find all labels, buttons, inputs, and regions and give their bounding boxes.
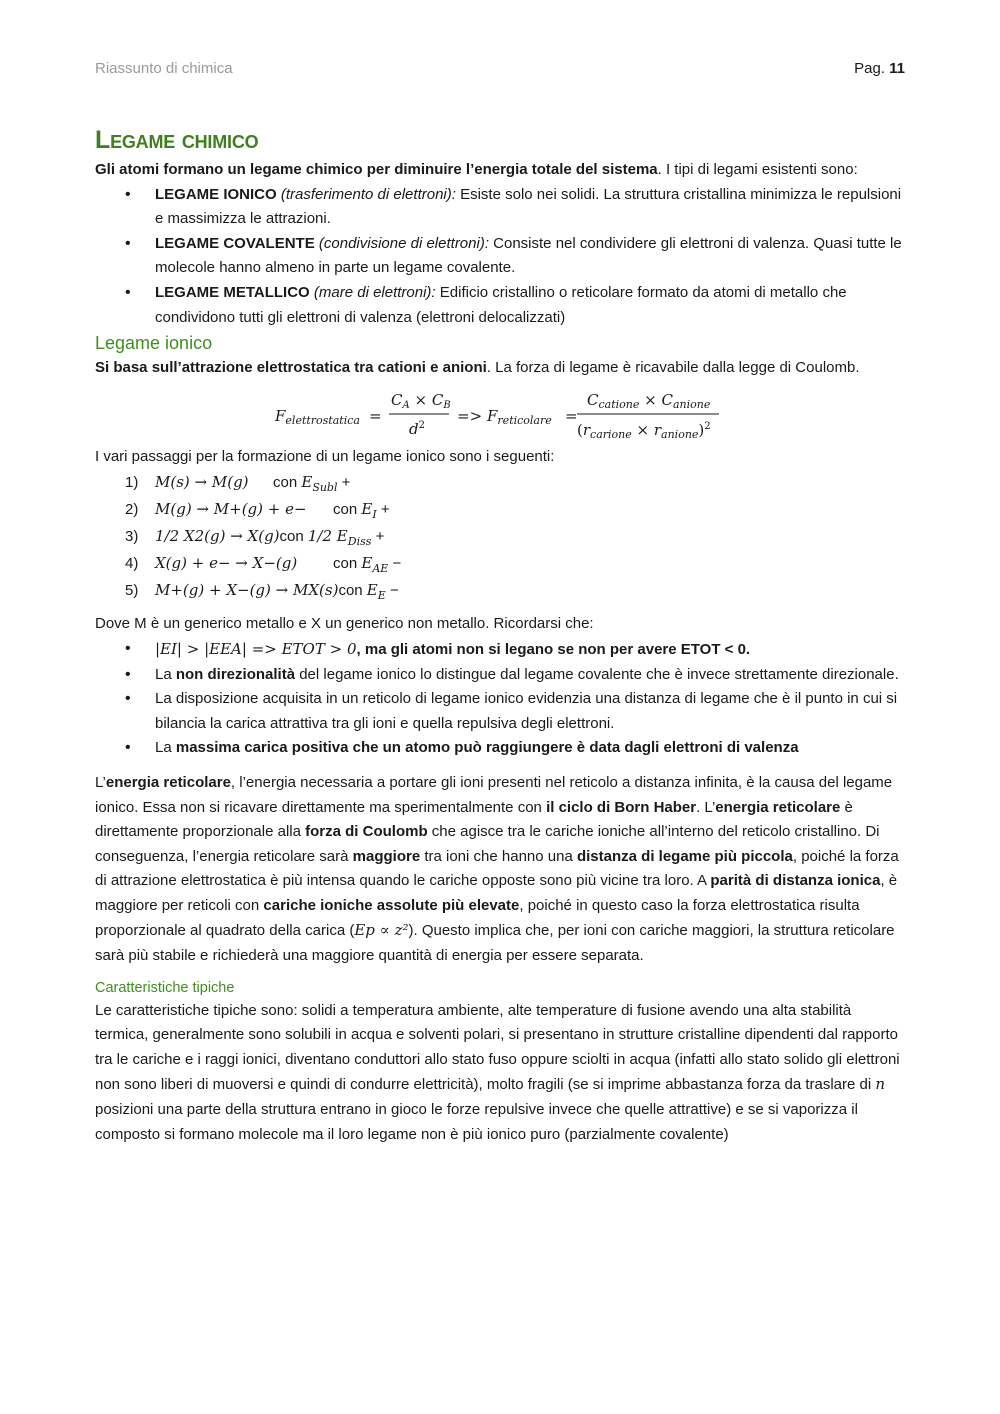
list-item: • La non direzionalità del legame ionico lo distingue dal legame covalente che è invece strettamente direzionale. [155,663,905,688]
step-item: 1) M(s) → M(g) con $E_{Subl}$ + [125,473,351,495]
ionic-intro: Si basa sull’attrazione elettrostatica tra cationi e anioni. La forza di legame è ricavabile dalla legge di Coulomb. [95,359,860,377]
list-item: • LEGAME METALLICO (mare di elettroni): Edificio cristallino o reticolare formato da atomi di metallo che condividono tutti gli elettroni di valenza (elettroni delocalizzati) [155,281,905,330]
page-content [95,122,905,1147]
list-item: • LEGAME COVALENTE (condivisione di elettroni): Consiste nel condividere gli elettroni di valenza. Quasi tutte le molecole hanno almeno in parte un legame covalente. [155,232,905,281]
list-item: • LEGAME IONICO (trasferimento di elettroni): Esiste solo nei solidi. La struttura cristallina minimizza le repulsioni e massimizza le attrazioni. [155,183,905,232]
intro-paragraph: Gli atomi formano un legame chimico per diminuire l’energia totale del sistema. I tipi di legami esistenti sono: [95,161,858,178]
svg-text:d2: $d^2$ [409,419,425,438]
list-item: • La massima carica positiva che un atomo può raggiungere è data dagli elettroni di valenza [155,736,905,761]
subsection-title: Legame ionico [95,333,213,354]
svg-text:CA × CB: $C_A \times C_B$ [391,390,451,411]
svg-text:=: = [565,406,578,425]
remember-intro: Dove M è un generico metallo e X un generico non metallo. Ricordarsi che: [95,615,594,633]
coulomb-formula [95,383,905,441]
svg-text:=>: => [457,406,483,425]
step-item: 5) M+(g) + X−(g) → MX(s)con $E_E$ − [125,581,399,603]
bond-types-list [95,183,905,331]
section-title: Legame chimico [95,126,259,154]
features-paragraph: Le caratteristiche tipiche sono: solidi a temperatura ambiente, alte temperature di fusione avendo una alta stabilità termica, generalmente sono solubili in acqua e solventi polari, si presentano in strutture cristalline dipendenti dal rapporto tra le cariche e i raggi ionici, diventano conduttori allo stato fuso oppure sciolti in acqua (infatti allo stato solido gli elettroni non sono liberi di muoversi e quindi di condurre elettricità), molto fragili (se si imprime abbastanza forza da traslare di n posizioni una parte della struttura entrano in gioco le forze repulsive invece che quelle attrattive) e se si vaporizza il composto si formano molecole ma il loro legame non è più ionico puro (parzialmente covalente) [95,1001,900,1143]
features-heading: Caratteristiche tipiche [95,979,235,996]
lattice-energy-paragraph: L’energia reticolare, l’energia necessaria a portare gli ioni presenti nel reticolo a distanza infinita, è la causa del legame ionico. Essa non si ricavare direttamente ma sperimentalmente con il ciclo di Born Haber. L’energia reticolare è direttamente proporzionale alla forza di Coulomb che agisce tra le cariche ioniche all’interno del reticolo cristallino. Di conseguenza, l’energia reticolare sarà maggiore tra ioni che hanno una distanza di legame più piccola, poiché la forza di attrazione elettrostatica è più intensa quando le cariche opposte sono più vicine tra loro. A parità di distanza ionica, è maggiore per reticoli con cariche ioniche assolute più elevate, poiché in questo caso la forza elettrostatica risulta proporzionale al quadrato della carica (Ep ∝ z²). Questo implica che, per ioni con cariche maggiori, la struttura reticolare sarà più stabile e richiederà una maggiore quantità di energia per essere separata. [95,773,899,965]
remember-list [95,637,905,761]
svg-text:Ccatione × Canione: $C_{catione} \times C_{anione}$ [587,390,711,411]
step-item: 3) 1/2 X2(g) → X(g)con 1/2 $E_{Diss}$ + [125,527,385,549]
page-header [95,60,905,82]
page-number: Pag. 11 [854,60,905,77]
step-item: 4) X(g) + e− → X−(g) con $E_{AE}$ − [125,554,402,576]
list-item: • |EI| > |EEA| => ETOT > 0, ma gli atomi non si legano se non per avere ETOT < 0. [155,637,905,663]
steps-intro: I vari passaggi per la formazione di un legame ionico sono i seguenti: [95,447,555,465]
document-title: Riassunto di chimica [95,60,233,77]
svg-text:Freticolare: $F_{reticolare}$ [487,406,552,427]
svg-text:=: = [369,406,382,425]
step-item: 2) M(g) → M+(g) + e− con $E_I$ + [125,500,390,522]
formation-steps [95,469,905,604]
list-item: • La disposizione acquisita in un reticolo di legame ionico evidenzia una distanza di legame che è il punto in cui si bilancia la carica attrattiva tra gli ioni e quella repulsiva degli elettroni. [155,687,905,736]
svg-text:(rcarione × ranione)2: $(r_{carione} \times r_{anione})^2$ [577,420,711,441]
svg-text:Felettrostatica: $F_{elettrostatica}$ [275,406,360,427]
